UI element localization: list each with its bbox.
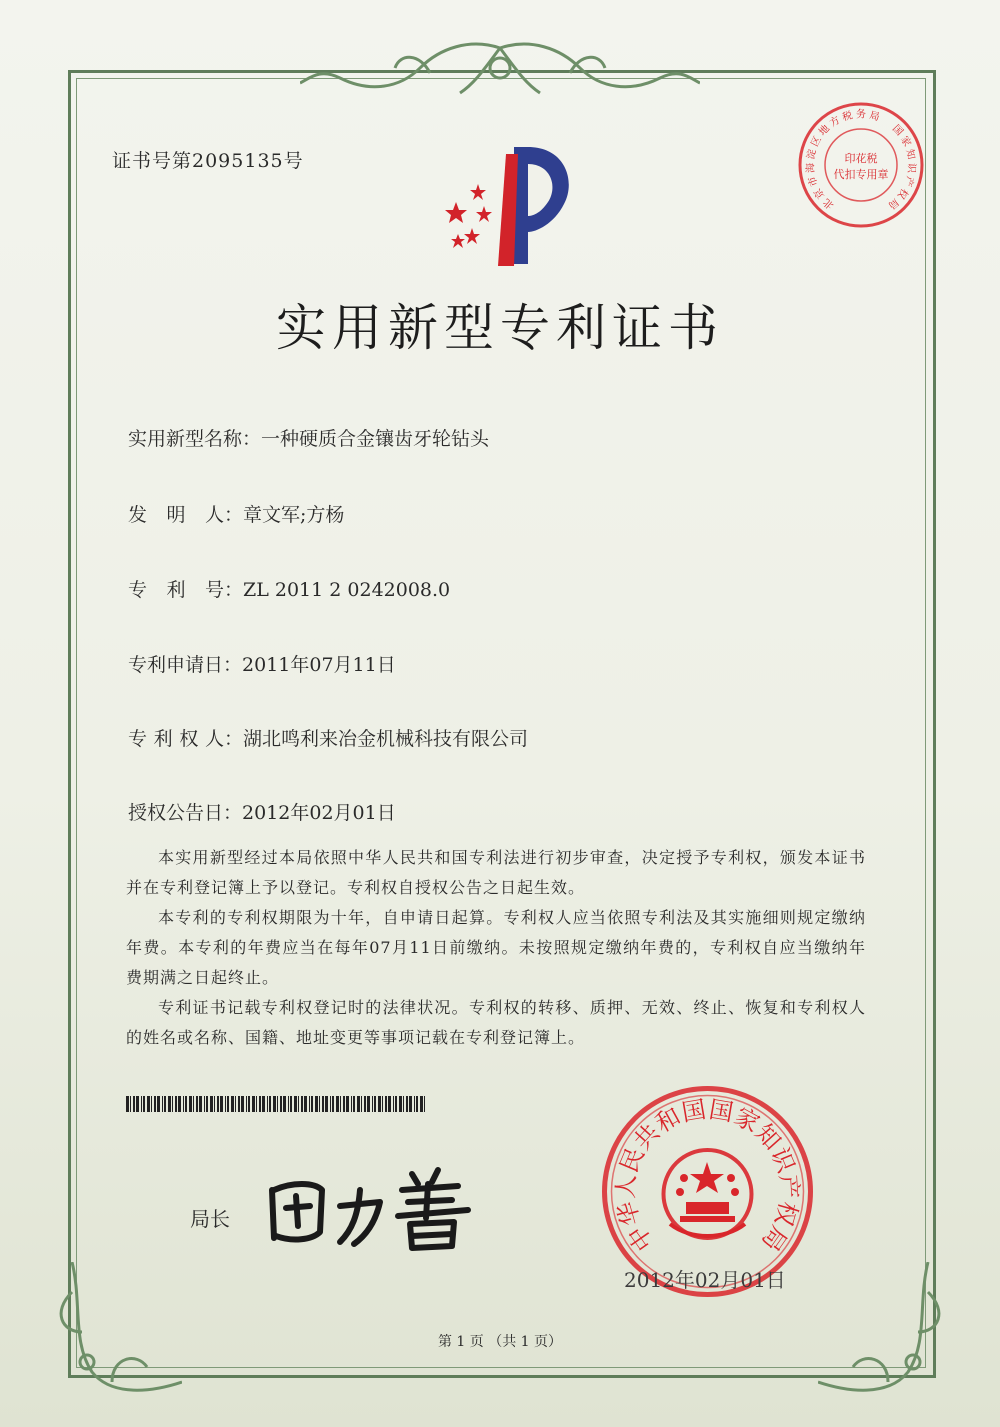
field-utility-model-name (128, 424, 489, 451)
svg-text:京: 京 (812, 186, 828, 201)
body-paragraph: 专利证书记载专利权登记时的法律状况。专利权的转移、质押、无效、终止、恢复和专利权人的姓名或名称、国籍、地址变更等事项记载在专利登记簿上。 (126, 998, 866, 1047)
svg-text:家: 家 (729, 1102, 765, 1139)
stamp-center-line-2: 代扣专用章 (833, 168, 889, 181)
field-value: 2011年07月11日 (242, 654, 396, 676)
field-patentee: 专 利 权 人 ：湖北鸣利来冶金机械科技有限公司 (128, 724, 528, 751)
certificate-number: 证书号第2095135号 (112, 150, 304, 172)
field-patent-number: 专 利 号 ：ZL 2011 2 0242008.0 (128, 575, 450, 602)
svg-text:局: 局 (868, 110, 881, 124)
barcode-icon (126, 1096, 426, 1112)
svg-text:局: 局 (885, 195, 901, 211)
field-label: 授权公告日： (128, 802, 243, 824)
certificate-title: 实用新型专利证书 (276, 299, 724, 357)
svg-text:权: 权 (894, 186, 910, 201)
svg-text:国: 国 (706, 1095, 736, 1127)
field-grant-date (128, 798, 396, 825)
svg-text:共: 共 (628, 1118, 666, 1156)
field-label: 实用新型名称： (128, 428, 262, 450)
body-paragraph: 本实用新型经过本局依照中华人民共和国专利法进行初步审查，决定授予专利权，颁发本证书并在专利登记簿上予以登记。专利权自授权公告之日起生效。 (126, 848, 866, 897)
svg-text:区: 区 (809, 134, 824, 149)
svg-text:识: 识 (765, 1143, 801, 1177)
field-label: 专 利 号 (128, 579, 224, 601)
svg-text:淀: 淀 (805, 148, 819, 161)
svg-text:人: 人 (611, 1173, 641, 1200)
top-ornament-icon (300, 38, 700, 108)
svg-text:海: 海 (805, 162, 817, 174)
page-footer: 第 1 页 （共 1 页） (437, 1334, 563, 1350)
svg-text:国: 国 (679, 1095, 709, 1127)
svg-text:产: 产 (774, 1173, 804, 1200)
svg-text:知: 知 (903, 148, 917, 161)
svg-text:方: 方 (828, 114, 843, 130)
svg-text:华: 华 (612, 1198, 646, 1230)
svg-text:地: 地 (817, 123, 833, 139)
svg-text:和: 和 (650, 1102, 686, 1139)
svg-text:产: 产 (901, 174, 916, 188)
svg-text:民: 民 (614, 1143, 650, 1177)
field-value: 2012年02月01日 (242, 802, 396, 824)
svg-text:北: 北 (821, 195, 837, 211)
body-paragraph: 本专利的专利权期限为十年，自申请日起算。专利权人应当依照专利法及其实施细则规定缴纳年费。本专利的年费应当在每年07月11日前缴纳。未按照规定缴纳年费的，专利权自应当缴纳年费期满之日起终止。 (126, 908, 866, 987)
field-label: 发 明 人 (128, 504, 224, 526)
svg-text:税: 税 (841, 110, 854, 124)
director-label: 局长 (190, 1207, 230, 1231)
field-label: 专利申请日： (128, 654, 243, 676)
svg-text:中: 中 (622, 1220, 660, 1257)
field-value: 一种硬质合金镶齿牙轮钻头 (261, 428, 490, 450)
svg-text:识: 识 (905, 162, 917, 174)
svg-text:知: 知 (749, 1118, 787, 1156)
svg-text:国: 国 (889, 123, 905, 139)
field-value: ZL 2011 2 0242008.0 (243, 579, 451, 601)
svg-text:家: 家 (898, 134, 913, 149)
field-value: 章文军;方杨 (243, 504, 345, 526)
field-application-date (128, 650, 396, 677)
svg-text:局: 局 (755, 1220, 793, 1257)
svg-text:权: 权 (769, 1198, 803, 1230)
field-inventor: 发 明 人 ：章文军;方杨 (128, 500, 344, 527)
director-signature-icon (262, 1160, 482, 1255)
seal-date: 2012年02月01日 (624, 1268, 786, 1292)
field-value: 湖北鸣利来冶金机械科技有限公司 (243, 728, 529, 750)
field-label: 专 利 权 人 (128, 728, 224, 750)
stamp-center-line-1: 印花税 (844, 152, 878, 165)
sipo-logo-icon (436, 142, 578, 272)
svg-text:市: 市 (806, 174, 821, 188)
certificate-body-text (126, 843, 866, 1053)
svg-text:务: 务 (856, 109, 866, 121)
stamp-duty-seal-icon (796, 100, 926, 230)
